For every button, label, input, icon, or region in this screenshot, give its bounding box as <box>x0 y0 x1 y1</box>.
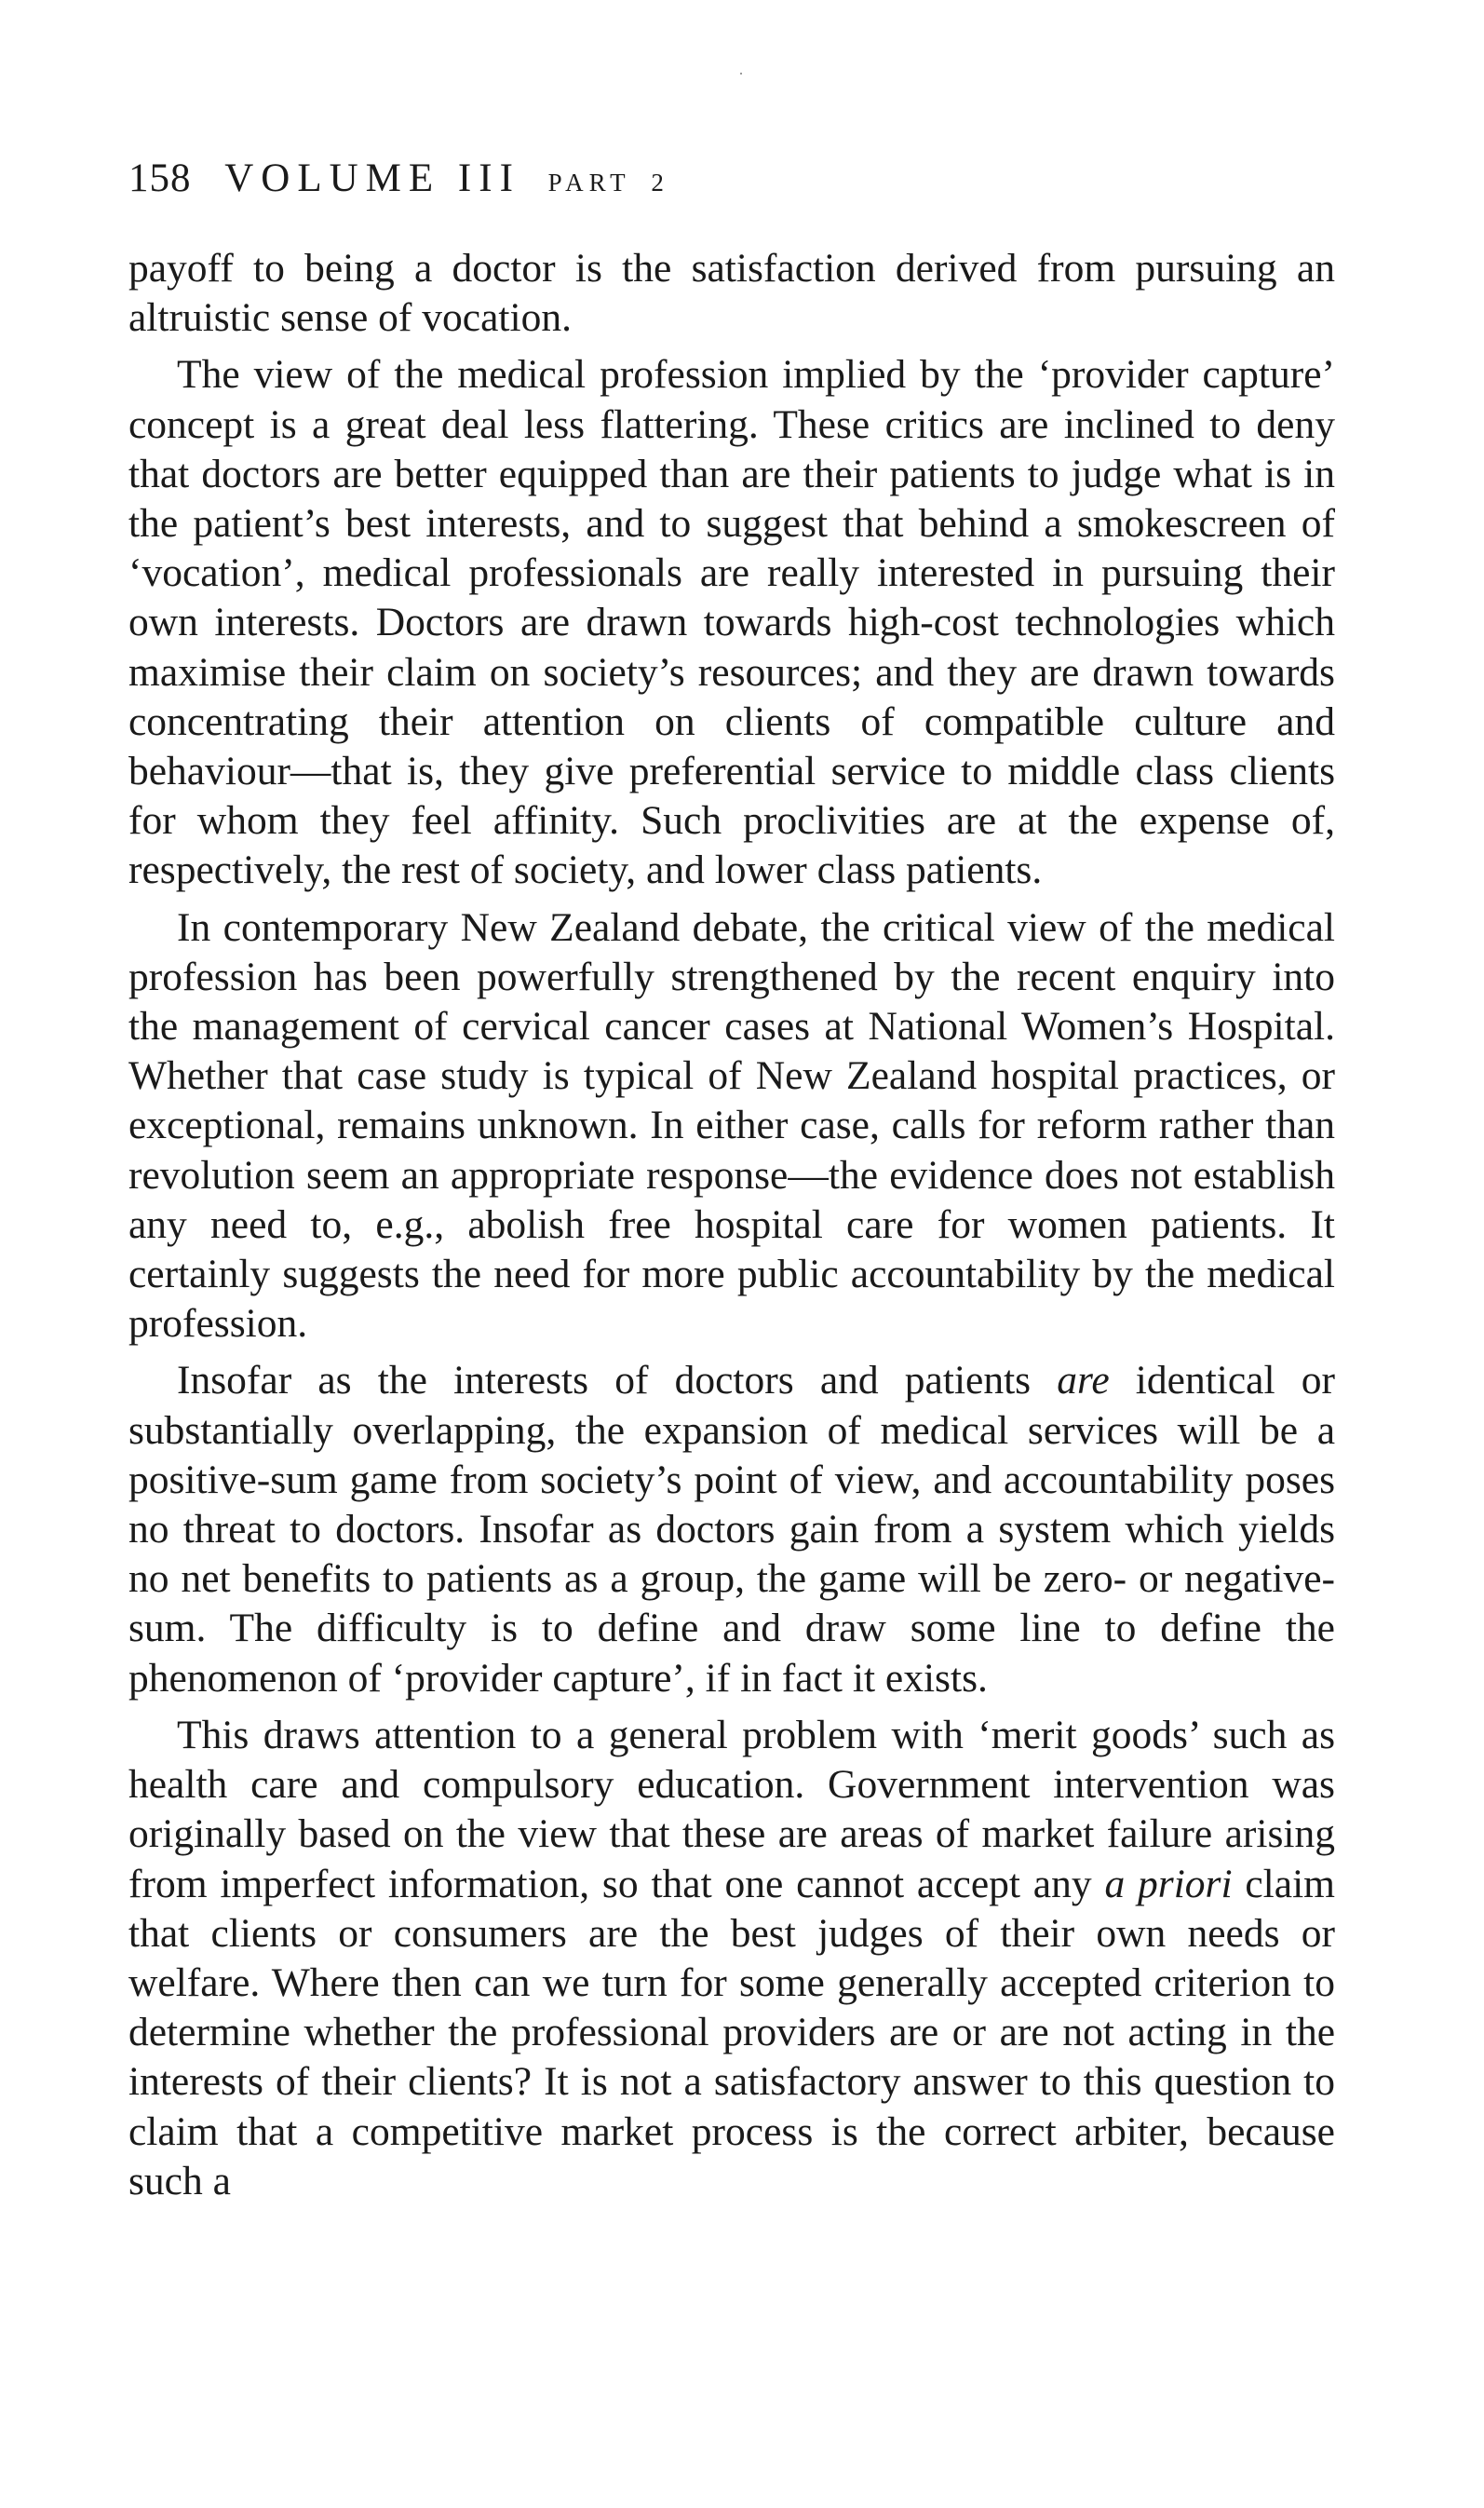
paragraph-2: The view of the medical profession implied by the ‘provider capture’ concept is a great deal less flattering. These critics are inclined to deny that doctors are better equipped than are their patients to judge what is in the patient’s best interests, and to suggest that behind a smokescreen of ‘vocation’, medical professionals are really interested in pursuing their own interests. Doctors are drawn towards high-cost technologies which maximise their claim on society’s resources; and they are drawn towards concentrating their attention on clients of compatible culture and behaviour—that is, they give preferential service to middle class clients for whom they feel affinity. Such proclivities are at the expense of, respectively, the rest of society, and lower class patients. <box>128 352 1335 893</box>
running-head <box>128 158 667 198</box>
volume-label: VOLUME III <box>224 156 520 200</box>
part-number: 2 <box>651 169 667 197</box>
paragraph-4-emphasis: are <box>1057 1358 1110 1403</box>
paragraph-5-emphasis: a priori <box>1104 1861 1233 1906</box>
paragraph-5-text-a: This draws attention to a general problem with ‘merit goods’ such as health care and compulsory education. Government intervention was originally based on the view that these are areas of market failure arising from imperfect information, so that one cannot accept any <box>128 1712 1335 1906</box>
paragraph-4 <box>128 1356 1335 1702</box>
part-label: PART <box>547 169 631 197</box>
page-number: 158 <box>128 156 192 200</box>
paragraph-1: payoff to being a doctor is the satisfaction derived from pursuing an altruistic sense of vocation. <box>128 246 1335 341</box>
paragraph-5-text-b: claim that clients or consumers are the best judges of their own needs or welfare. Where then can we turn for some generally accepted criterion to determine whether the professional providers are or are not acting in the interests of their clients? It is not a satisfactory answer to this question to claim that a competitive market process is the correct arbiter, because such a <box>128 1861 1335 2203</box>
paragraph-3: In contemporary New Zealand debate, the critical view of the medical profession has been powerfully strengthened by the recent enquiry into the management of cervical cancer cases at National Women’s Hospital. Whether that case study is typical of New Zealand hospital practices, or exceptional, remains unknown. In either case, calls for reform rather than revolution seem an appropriate response—the evidence does not establish any need to, e.g., abolish free hospital care for women patients. It certainly suggests the need for more public accountability by the medical profession. <box>128 904 1335 1347</box>
scan-speck <box>740 73 742 75</box>
paragraph-4-text-a: Insofar as the interests of doctors and patients <box>177 1358 1058 1403</box>
paragraph-5 <box>128 1711 1335 2206</box>
paragraph-4-text-b: identical or substantially overlapping, the expansion of medical services will be a positive-sum game from society’s point of view, and accountability poses no threat to doctors. Insofar as doctors gain from a system which yields no net benefits to patients as a group, the game will be zero- or negative-sum. The difficulty is to define and draw some line to define the phenomenon of ‘provider capture’, if in fact it exists. <box>128 1358 1335 1701</box>
body-text <box>128 244 1335 2214</box>
